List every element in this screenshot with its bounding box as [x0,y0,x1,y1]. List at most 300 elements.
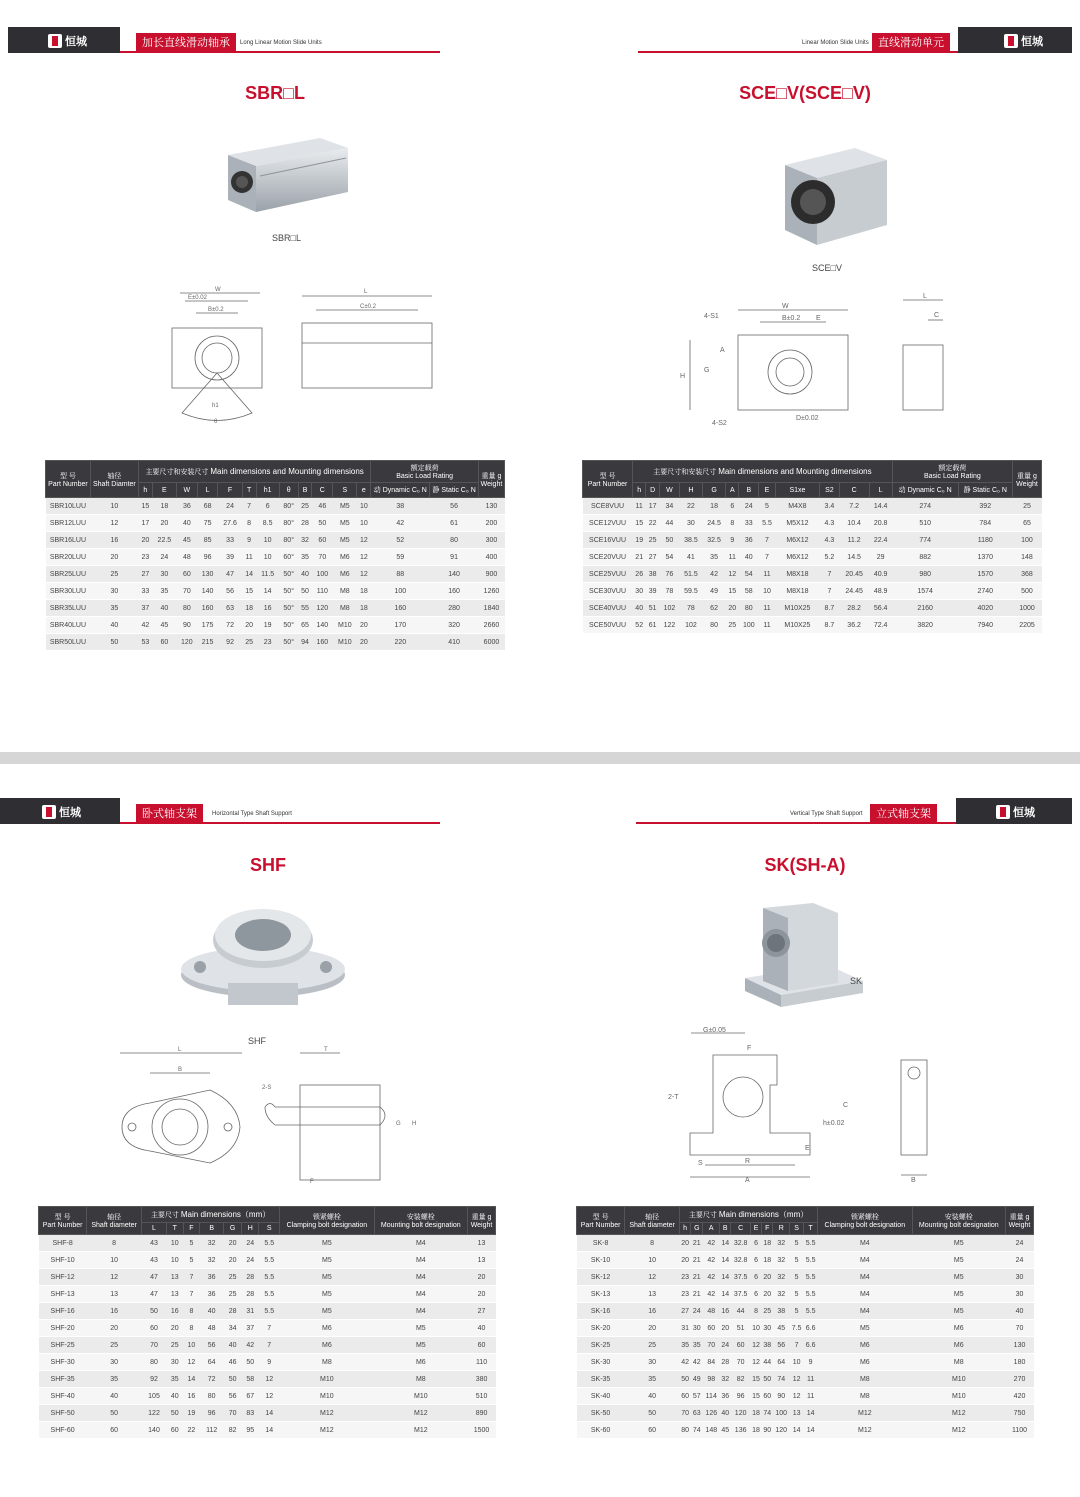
table-cell: SCE8VUU [583,498,633,515]
svg-text:2-S: 2-S [262,1085,272,1091]
q3-brand-logo [42,804,81,820]
q4-th-shaft [625,1207,680,1235]
table-cell: 46 [312,498,333,515]
table-cell: 80° [279,532,298,549]
table-cell: 43 [142,1235,167,1252]
table-cell: 140 [197,583,218,600]
table-cell: M10 [912,1388,1006,1405]
table-cell: 15 [726,583,739,600]
q2-th-main-en: Main dimensions and Mounting dimensions [718,466,872,476]
table-cell: 20 [357,617,371,634]
table-cell: M12 [280,1422,374,1439]
table-cell: SK-20 [577,1320,625,1337]
table-cell: 16 [166,1303,183,1320]
table-cell: 12 [726,566,739,583]
table-cell: 47 [218,566,242,583]
table-cell: M8X18 [775,583,819,600]
table-row [577,1235,1034,1252]
table-cell: 130 [197,566,218,583]
table-cell: 5.5 [259,1269,280,1286]
q3-th-part-en: Part Number [42,1222,83,1229]
table-cell: 5.5 [259,1286,280,1303]
table-cell: 170 [371,617,430,634]
table-cell: 6.6 [804,1320,818,1337]
table-cell: 40 [720,1405,731,1422]
table-cell: 25 [224,1286,242,1303]
table-cell: 82 [224,1422,242,1439]
table-cell: 5.5 [259,1235,280,1252]
table-cell: 1574 [892,583,958,600]
table-cell: 20 [468,1269,496,1286]
svg-text:C: C [843,1102,849,1109]
table-cell: 100 [1012,532,1041,549]
table-cell: 12 [790,1371,804,1388]
table-cell: 20.8 [869,515,892,532]
table-cell: 31 [680,1320,691,1337]
table-cell: 35 [152,583,176,600]
table-row [577,1303,1034,1320]
table-cell: 7 [183,1269,200,1286]
table-cell: 20 [680,1252,691,1269]
table-cell: 12 [750,1354,761,1371]
table-cell: 112 [200,1422,224,1439]
table-cell: 25 [166,1337,183,1354]
table-cell: 60 [166,1422,183,1439]
table-cell: 18 [357,583,371,600]
q1-th-col-0: h [138,483,152,498]
table-cell: 6 [256,498,279,515]
table-cell: 410 [430,634,479,651]
q3-th-part-cn: 型 号 [54,1214,71,1221]
svg-text:4-S2: 4-S2 [712,420,727,427]
table-cell: 33 [218,532,242,549]
q2-product-photo [775,140,895,255]
table-cell: 7.5 [790,1320,804,1337]
q2-photo-caption: SCE□V [812,263,842,273]
table-cell: 10 [750,1320,761,1337]
table-cell: 40 [224,1337,242,1354]
table-cell: 24.45 [839,583,869,600]
q3-th-main-en: Main dimensions（mm） [180,1210,271,1219]
table-cell: 160 [312,634,333,651]
table-cell: 35 [90,600,138,617]
table-cell: 38 [773,1303,790,1320]
table-cell: 10 [759,583,776,600]
table-cell: 65 [1012,515,1041,532]
table-cell: 45 [152,617,176,634]
table-cell: SBR35LUU [46,600,91,617]
table-cell: 14 [242,566,256,583]
table-cell: 12 [87,1269,142,1286]
table-cell: M4 [374,1252,468,1269]
table-cell: 42 [703,1286,720,1303]
table-cell: M5X12 [775,515,819,532]
q2-brand-name: 恒城 [1021,36,1043,48]
table-cell: 40 [633,600,646,617]
table-cell: SK-25 [577,1337,625,1354]
table-cell: 20 [166,1320,183,1337]
table-cell: 30 [762,1320,773,1337]
table-row [577,1337,1034,1354]
table-cell: 16 [183,1388,200,1405]
q3-product-photo [178,905,348,1010]
table-cell: 23 [256,634,279,651]
table-cell: 42 [242,1337,259,1354]
table-cell: 72 [218,617,242,634]
table-cell: 25 [90,566,138,583]
table-cell: 22 [183,1422,200,1439]
table-cell: 60 [680,1388,691,1405]
table-cell: 890 [468,1405,496,1422]
table-cell: 148 [1012,549,1041,566]
table-row [577,1388,1034,1405]
table-cell: 30 [152,566,176,583]
table-cell: 38 [646,566,660,583]
q4-th-col-3: B [720,1223,731,1235]
table-cell: M8 [818,1388,912,1405]
table-cell: 11 [242,549,256,566]
table-cell: 35 [691,1337,703,1354]
table-cell: 24 [218,498,242,515]
table-cell: 48.9 [869,583,892,600]
table-cell: M4 [818,1303,912,1320]
q1-th-shaft-en: Shaft Diamter [92,480,136,488]
table-cell: M12 [912,1405,1006,1422]
table-cell: 280 [430,600,479,617]
q4-th-clamp-en: Clamping bolt designation [824,1222,906,1229]
table-cell: M5 [333,498,357,515]
q1-th-load [371,461,479,483]
table-cell: SBR25LUU [46,566,91,583]
table-cell: 4020 [958,600,1012,617]
table-cell: M6 [333,549,357,566]
table-cell: 1260 [478,583,504,600]
table-row [583,549,1042,566]
table-cell: 21 [691,1235,703,1252]
table-cell: 12 [790,1388,804,1405]
table-cell: 13 [166,1286,183,1303]
q1-product-title: SBR□L [245,83,305,103]
svg-text:G±0.05: G±0.05 [703,1027,726,1034]
table-cell: 10 [90,498,138,515]
table-cell: 5 [790,1303,804,1320]
table-cell: 28.2 [839,600,869,617]
table-cell: 30 [633,583,646,600]
table-cell: 300 [478,532,504,549]
table-cell: 25 [625,1337,680,1354]
table-cell: 220 [371,634,430,651]
svg-text:G: G [396,1121,401,1127]
q3-th-clamp-cn: 锁紧螺栓 [312,1214,341,1221]
q2-th-col-6: B [739,483,759,498]
table-cell: 7 [242,498,256,515]
svg-text:E: E [805,1145,810,1152]
table-cell: 42 [703,566,726,583]
table-cell: 28 [242,1286,259,1303]
q1-th-shaft [90,461,138,498]
q2-th-col-0: h [633,483,646,498]
table-cell: 47 [142,1269,167,1286]
table-cell: 13 [468,1252,496,1269]
table-cell: 13 [87,1286,142,1303]
table-cell: 82 [731,1371,751,1388]
table-cell: SHF-30 [39,1354,87,1371]
table-cell: M4 [818,1286,912,1303]
table-cell: 25 [224,1269,242,1286]
table-cell: 44 [660,515,680,532]
q1-th-load-cn: 额定载荷 [410,465,439,472]
table-cell: M10X25 [775,617,819,634]
table-cell: 130 [478,498,504,515]
table-cell: M6 [333,566,357,583]
table-cell: 25 [646,532,660,549]
q4-th-shaft-en: Shaft diameter [629,1222,675,1229]
table-cell: 56 [773,1337,790,1354]
q3-spec-table [38,1206,496,1439]
table-row [46,515,505,532]
table-cell: 100 [371,583,430,600]
table-cell: 95 [242,1422,259,1439]
table-cell: 60 [625,1422,680,1439]
svg-text:W: W [215,287,221,293]
table-cell: 24 [1006,1252,1034,1269]
table-cell: 3820 [892,617,958,634]
table-cell: SBR12LUU [46,515,91,532]
table-cell: M5 [912,1303,1006,1320]
table-cell: 11.2 [839,532,869,549]
q4-th-shaft-cn: 轴径 [645,1214,660,1221]
q3-product-title: SHF [250,855,286,875]
q3-header-title: 卧式轴支架 [136,804,203,824]
table-cell: M12 [818,1405,912,1422]
table-cell: 40 [468,1320,496,1337]
table-cell: M5 [912,1286,1006,1303]
table-cell: 32 [200,1252,224,1269]
table-cell: M8 [333,600,357,617]
table-cell: 20 [468,1286,496,1303]
table-cell: 50° [279,583,298,600]
table-cell: 100 [312,566,333,583]
table-cell: 24 [691,1303,703,1320]
table-cell: 36 [200,1286,224,1303]
svg-text:F: F [747,1045,752,1052]
table-cell: 2740 [958,583,1012,600]
table-cell: 48 [176,549,197,566]
q1-spec-table [45,460,505,651]
q2-th-dynamic: 动 Dynamic C₀ N [892,483,958,498]
q1-th-col-6: h1 [256,483,279,498]
table-cell: 32.5 [703,532,726,549]
table-cell: 70 [680,1405,691,1422]
table-cell: 35 [625,1371,680,1388]
q4-th-clamp [818,1207,912,1235]
table-cell: 80 [200,1388,224,1405]
table-cell: 105 [142,1388,167,1405]
table-row [577,1252,1034,1269]
table-cell: SCE30VUU [583,583,633,600]
table-cell: M5 [333,515,357,532]
q2-brand-logo [1004,33,1043,49]
table-cell: M6 [912,1337,1006,1354]
table-cell: 49 [703,583,726,600]
q2-th-col-7: E [759,483,776,498]
table-cell: 18 [357,600,371,617]
table-cell: 22.4 [869,532,892,549]
table-cell: 5 [183,1252,200,1269]
q4-th-col-0: h [680,1223,691,1235]
table-row [46,566,505,583]
q4-th-part-en: Part Number [580,1222,621,1229]
table-cell: 76 [660,566,680,583]
table-cell: 27 [680,1303,691,1320]
q2-th-weight [1012,461,1041,498]
table-cell: 1570 [958,566,1012,583]
table-cell: 6000 [478,634,504,651]
table-cell: 126 [703,1405,720,1422]
q1-th-shaft-cn: 轴径 [107,472,122,480]
table-cell: 24.5 [703,515,726,532]
q3-th-mount [374,1207,468,1235]
table-cell: 80° [279,498,298,515]
q2-product-title: SCE□V(SCE□V) [739,83,871,103]
table-cell: M5 [280,1269,374,1286]
table-cell: 50° [279,634,298,651]
table-cell: 11 [804,1388,818,1405]
table-cell: 11.5 [256,566,279,583]
table-cell: 15 [633,515,646,532]
table-cell: 320 [430,617,479,634]
table-cell: 65 [298,617,312,634]
table-cell: M8 [912,1354,1006,1371]
table-cell: 12 [357,566,371,583]
q1-brand-logo [48,33,87,49]
table-cell: 122 [142,1405,167,1422]
q2-th-col-2: W [660,483,680,498]
table-cell: 68 [197,498,218,515]
table-row [46,498,505,515]
q1-th-col-5: T [242,483,256,498]
q4-th-weight-en: Weight [1008,1222,1031,1229]
svg-text:R: R [745,1158,751,1165]
q2-th-col-9: S2 [820,483,840,498]
q3-th-clamp [280,1207,374,1235]
table-cell: 16 [625,1303,680,1320]
table-cell: 22 [679,498,702,515]
table-cell: SK-13 [577,1286,625,1303]
table-cell: 80 [142,1354,167,1371]
table-cell: 7 [790,1337,804,1354]
table-cell: 92 [142,1371,167,1388]
brand-logo-icon [996,805,1010,819]
table-cell: 9 [242,532,256,549]
q4-th-col-9: T [804,1223,818,1235]
table-cell: 6 [750,1286,761,1303]
table-cell: 32.8 [731,1252,751,1269]
table-cell: 22 [646,515,660,532]
table-cell: 19 [633,532,646,549]
q2-th-main-cn: 主要尺寸和安装尺寸 [653,468,717,476]
table-row [39,1286,496,1303]
table-cell: 80 [703,617,726,634]
table-cell: 24 [152,549,176,566]
table-cell: 98 [703,1371,720,1388]
table-cell: SHF-20 [39,1320,87,1337]
q3-th-weight [468,1207,496,1235]
table-cell: 8 [87,1235,142,1252]
table-cell: 12 [259,1388,280,1405]
table-cell: 24 [242,1235,259,1252]
svg-text:W: W [782,303,789,310]
table-cell: M4 [374,1286,468,1303]
table-cell: 8 [625,1235,680,1252]
q1-header-rule [120,51,440,53]
table-cell: 12 [625,1269,680,1286]
table-cell: 7 [259,1337,280,1354]
table-cell: 72 [200,1371,224,1388]
table-cell: 12 [259,1371,280,1388]
svg-text:B±0.2: B±0.2 [782,315,801,322]
table-cell: 7 [259,1320,280,1337]
table-row [39,1371,496,1388]
table-cell: 32.8 [731,1235,751,1252]
table-cell: 980 [892,566,958,583]
svg-text:h1: h1 [212,403,219,409]
table-cell: 50 [625,1405,680,1422]
q4-th-weight-cn: 重量 g [1009,1214,1030,1221]
table-cell: 39 [646,583,660,600]
table-cell: M10 [280,1388,374,1405]
table-cell: 35 [298,549,312,566]
table-cell: 1000 [1012,600,1041,617]
table-cell: SK-12 [577,1269,625,1286]
q2-th-part [583,461,633,498]
table-cell: 11 [759,566,776,583]
table-cell: 40 [739,549,759,566]
q2-th-static: 静 Static C₀ N [958,483,1012,498]
table-cell: 2660 [478,617,504,634]
table-cell: 9 [726,532,739,549]
table-cell: 510 [892,515,958,532]
svg-text:T: T [324,1047,328,1053]
table-cell: 32 [773,1252,790,1269]
q1-th-col-3: L [197,483,218,498]
table-cell: 25 [1012,498,1041,515]
table-cell: 56 [218,583,242,600]
q2-th-main [633,461,893,483]
table-cell: 23 [138,549,152,566]
table-cell: 45 [773,1320,790,1337]
table-cell: 28 [224,1303,242,1320]
table-cell: M5 [374,1320,468,1337]
q1-header-en: Long Linear Motion Slide Units [240,40,322,46]
table-cell: 90 [762,1422,773,1439]
table-cell: 8 [726,515,739,532]
table-cell: 25 [87,1337,142,1354]
table-cell: 102 [660,600,680,617]
table-row [39,1422,496,1439]
table-cell: 19 [183,1405,200,1422]
table-cell: 39 [218,549,242,566]
table-row [39,1269,496,1286]
table-cell: 13 [468,1235,496,1252]
table-cell: 45 [176,532,197,549]
table-row [583,498,1042,515]
table-cell: 37 [242,1320,259,1337]
q4-photo-caption: SK [850,976,863,986]
table-cell: 14 [720,1269,731,1286]
table-cell: 40 [200,1303,224,1320]
table-cell: 70 [142,1337,167,1354]
